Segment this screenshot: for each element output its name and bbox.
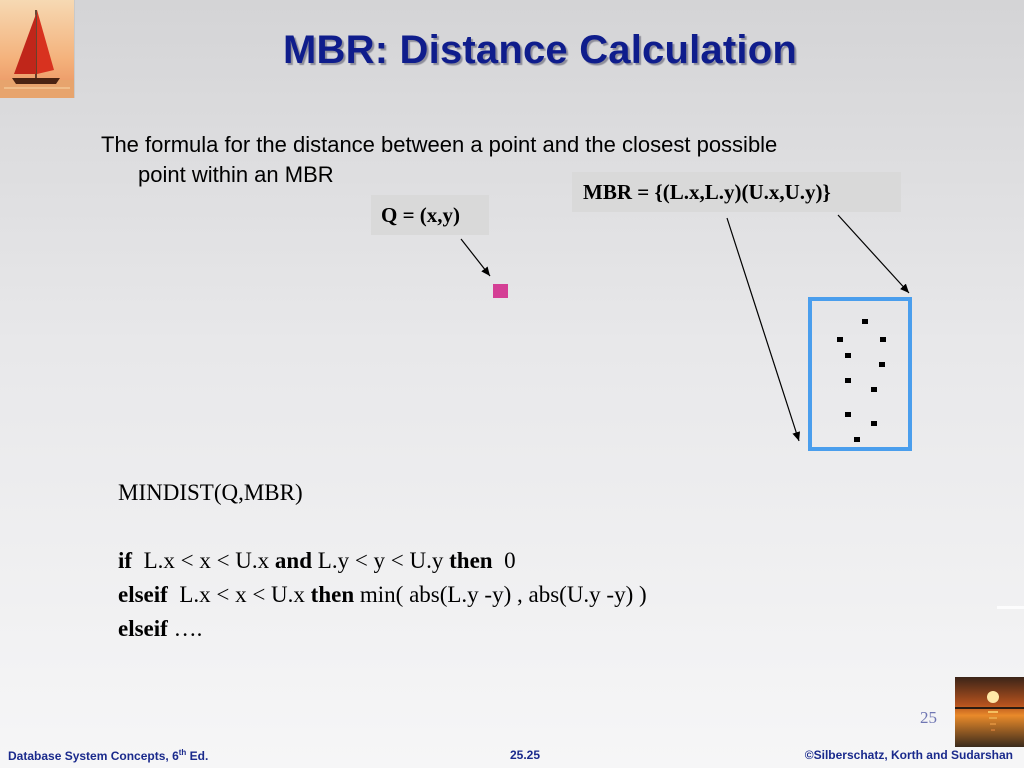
- code-text: ….: [167, 616, 203, 641]
- keyword-and: and: [274, 548, 313, 573]
- footer-edition-sup: th: [178, 748, 187, 757]
- footer-book-title-text: Database System Concepts, 6: [8, 749, 179, 763]
- code-line-5: [118, 612, 647, 646]
- decorative-line: [997, 606, 1024, 609]
- code-line-4: [118, 578, 647, 612]
- footer-copyright: ©Silberschatz, Korth and Sudarshan: [804, 748, 1013, 762]
- keyword-elseif: elseif: [118, 616, 168, 641]
- mbr-label-box: MBR = {(L.x,L.y)(U.x,U.y)}: [572, 172, 901, 212]
- footer-book-title: [8, 748, 208, 763]
- keyword-elseif: elseif: [118, 582, 168, 607]
- keyword-then: then: [310, 582, 355, 607]
- bullet-line-1: The formula for the distance between a point and the closest possible: [101, 132, 778, 157]
- footer-edition-tail: Ed.: [186, 749, 209, 763]
- code-text: L.y < y < U.y: [312, 548, 450, 573]
- query-label-box: Q = (x,y): [371, 195, 489, 235]
- keyword-if: if: [118, 548, 133, 573]
- bullet-line-2: point within an MBR: [138, 162, 334, 187]
- footer: [0, 748, 1024, 768]
- arrow-u-corner: [838, 215, 909, 293]
- code-line-3: [118, 544, 647, 578]
- page-number: 25: [920, 708, 937, 727]
- arrow-l-corner: [727, 218, 799, 441]
- keyword-then: then: [449, 548, 493, 573]
- arrow-q-to-point: [461, 239, 490, 276]
- slide-title: MBR: Distance Calculation: [283, 28, 797, 72]
- mindist-code: [118, 476, 647, 646]
- code-line-1: MINDIST(Q,MBR): [118, 480, 303, 505]
- code-text: L.x < x < U.x: [132, 548, 275, 573]
- code-text: L.x < x < U.x: [167, 582, 311, 607]
- sunset-icon: [955, 677, 1024, 747]
- code-text: 0: [492, 548, 516, 573]
- code-line-blank: [118, 510, 647, 544]
- footer-slide-number: 25.25: [510, 748, 541, 762]
- code-text: min( abs(L.y -y) , abs(U.y -y) ): [354, 582, 647, 607]
